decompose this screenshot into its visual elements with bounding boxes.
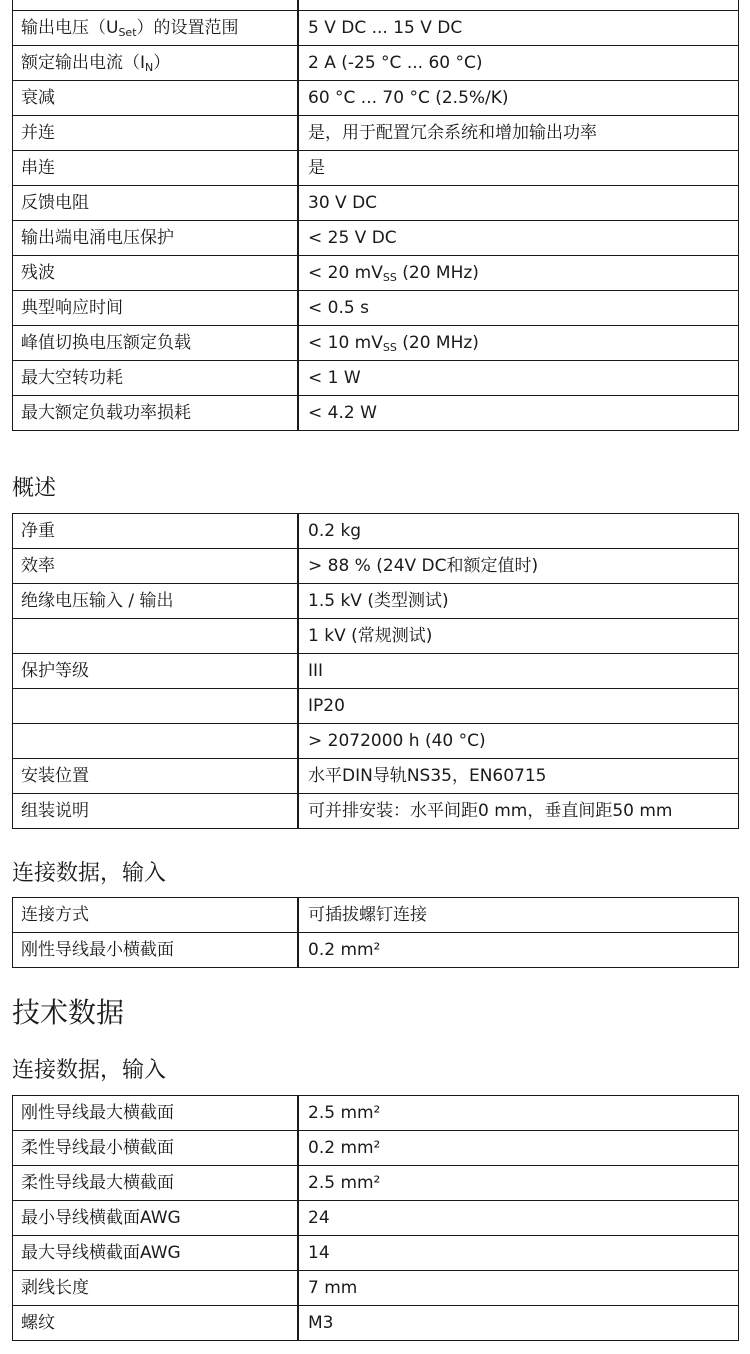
spec-value: 2 A (-25 °C ... 60 °C) xyxy=(298,46,739,81)
spec-label: 最小导线横截面AWG xyxy=(13,1201,299,1236)
spec-label: 输出端电涌电压保护 xyxy=(13,221,299,256)
spec-label: 反馈电阻 xyxy=(13,186,299,221)
spec-label: 额定输出电流$(I_N)$ xyxy=(13,46,299,81)
table-row xyxy=(13,1166,739,1201)
table-row xyxy=(13,46,739,81)
table-row xyxy=(13,689,739,724)
table-row xyxy=(13,619,739,654)
table-row xyxy=(13,256,739,291)
spec-value: III xyxy=(298,654,739,689)
spec-value: 0.2 kg xyxy=(298,514,739,549)
spec-label xyxy=(13,724,299,759)
table-row xyxy=(13,1236,739,1271)
spec-value: 1 kV (常规测试) xyxy=(298,619,739,654)
spec-value: > 2072000 h (40 °C) xyxy=(298,724,739,759)
spec-label: 残波 xyxy=(13,256,299,291)
spec-value: IP20 xyxy=(298,689,739,724)
spec-label: 螺纹 xyxy=(13,1306,299,1341)
table-row xyxy=(13,1201,739,1236)
spec-value: < 10 $mV_{SS}$ (20 MHz) xyxy=(298,326,739,361)
spec-label: 安装位置 xyxy=(13,759,299,794)
spec-label: 衰减 xyxy=(13,81,299,116)
spec-label: 典型响应时间 xyxy=(13,291,299,326)
spec-value: 1.5 kV (类型测试) xyxy=(298,584,739,619)
table-row xyxy=(13,11,739,46)
table-row xyxy=(13,933,739,968)
spec-value: < 25 V DC xyxy=(298,221,739,256)
spec-label: 最大导线横截面AWG xyxy=(13,1236,299,1271)
table-row xyxy=(13,186,739,221)
table-row xyxy=(13,549,739,584)
spec-value: 是，用于配置冗余系统和增加输出功率 xyxy=(298,116,739,151)
spec-label: 效率 xyxy=(13,549,299,584)
table-row xyxy=(13,759,739,794)
spec-value: 可插拔螺钉连接 xyxy=(298,898,739,933)
spec-value: 7 mm xyxy=(298,1271,739,1306)
spec-label: 峰值切换电压额定负载 xyxy=(13,326,299,361)
spec-value: 水平DIN导轨NS35，EN60715 xyxy=(298,759,739,794)
spec-label: 连接方式 xyxy=(13,898,299,933)
technical-data-title: 技术数据 xyxy=(12,996,125,1029)
table-row xyxy=(13,116,739,151)
overview-table xyxy=(12,513,739,829)
spec-label: 柔性导线最大横截面 xyxy=(13,1166,299,1201)
overview-heading: 概述 xyxy=(12,476,57,501)
spec-label: 绝缘电压输入 / 输出 xyxy=(13,584,299,619)
spec-label: 柔性导线最小横截面 xyxy=(13,1131,299,1166)
table-row xyxy=(13,1271,739,1306)
spec-label: 剥线长度 xyxy=(13,1271,299,1306)
spec-value: < 1 W xyxy=(298,361,739,396)
spec-value: 2.5 mm² xyxy=(298,1166,739,1201)
table-row xyxy=(13,326,739,361)
table-row xyxy=(13,1306,739,1341)
spec-value: 是 xyxy=(298,151,739,186)
spec-label: 串连 xyxy=(13,151,299,186)
spec-label: 组装说明 xyxy=(13,794,299,829)
spec-label: 最大额定负载功率损耗 xyxy=(13,396,299,431)
connection-input-table-2 xyxy=(12,1095,739,1341)
table-row xyxy=(13,0,739,11)
spec-value: 0.2 mm² xyxy=(298,933,739,968)
spec-value: 24 xyxy=(298,1201,739,1236)
connection-input-heading: 连接数据，输入 xyxy=(12,861,167,886)
spec-label: 保护等级 xyxy=(13,654,299,689)
spec-value: M3 xyxy=(298,1306,739,1341)
spec-value: 2.5 mm² xyxy=(298,1096,739,1131)
spec-value: 可并排安装：水平间距0 mm，垂直间距50 mm xyxy=(298,794,739,829)
table-row xyxy=(13,1131,739,1166)
table-row xyxy=(13,221,739,256)
table-row xyxy=(13,1096,739,1131)
spec-label: 并连 xyxy=(13,116,299,151)
spec-value: 0.2 mm² xyxy=(298,1131,739,1166)
spec-label: 刚性导线最小横截面 xyxy=(13,933,299,968)
table-row xyxy=(13,794,739,829)
output-data-table xyxy=(12,0,739,431)
table-row xyxy=(13,291,739,326)
spec-label xyxy=(13,689,299,724)
spec-value xyxy=(298,0,739,11)
table-row xyxy=(13,584,739,619)
spec-label xyxy=(13,619,299,654)
table-row xyxy=(13,396,739,431)
spec-label: 净重 xyxy=(13,514,299,549)
spec-value: 14 xyxy=(298,1236,739,1271)
spec-value: 5 V DC ... 15 V DC xyxy=(298,11,739,46)
spec-label: 最大空转功耗 xyxy=(13,361,299,396)
table-row xyxy=(13,151,739,186)
spec-value: < 20 $mV_{SS}$ (20 MHz) xyxy=(298,256,739,291)
spec-value: 30 V DC xyxy=(298,186,739,221)
spec-value: < 0.5 s xyxy=(298,291,739,326)
spec-label: 刚性导线最大横截面 xyxy=(13,1096,299,1131)
table-row xyxy=(13,724,739,759)
spec-label xyxy=(13,0,299,11)
table-row xyxy=(13,898,739,933)
spec-value: 60 °C ... 70 °C (2.5%/K) xyxy=(298,81,739,116)
table-row xyxy=(13,81,739,116)
connection-input-table xyxy=(12,897,739,968)
spec-value: < 4.2 W xyxy=(298,396,739,431)
spec-value: > 88 % (24V DC和额定值时) xyxy=(298,549,739,584)
table-row xyxy=(13,654,739,689)
spec-label: 输出电压$(U_{Set})$的设置范围 xyxy=(13,11,299,46)
connection-input-heading-2: 连接数据，输入 xyxy=(12,1058,167,1083)
table-row xyxy=(13,361,739,396)
table-row xyxy=(13,514,739,549)
